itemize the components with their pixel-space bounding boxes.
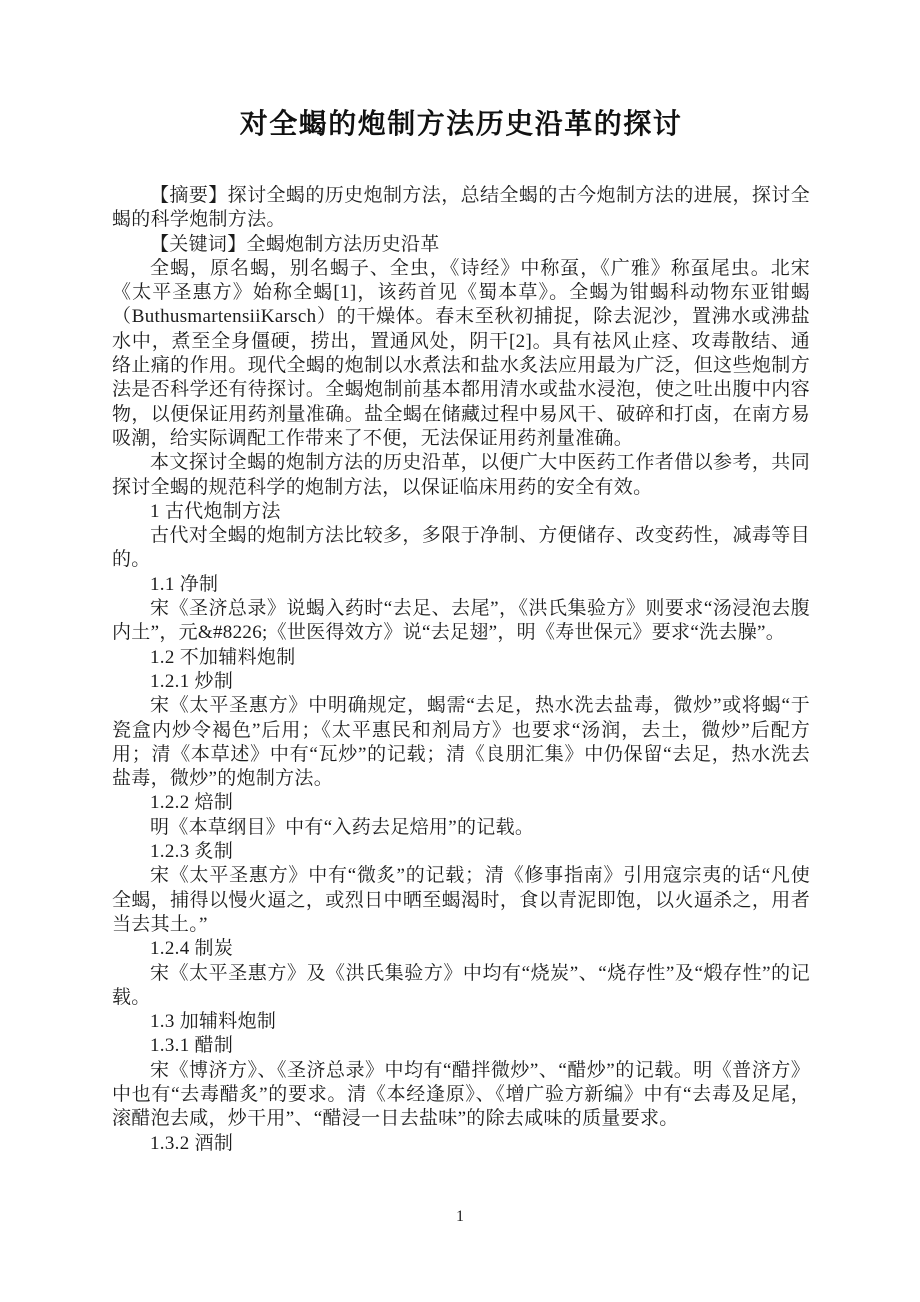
page-number: 1	[456, 1208, 464, 1225]
paragraph-intro: 全蝎，原名蝎，别名蝎子、全虫，《诗经》中称虿，《广雅》称虿尾虫。北宋《太平圣惠方》始称全蝎[1]，该药首见《蜀本草》。全蝎为钳蝎科动物东亚钳蝎（ButhusmartensiiKarsch）的干燥体。春末至秋初捕捉，除去泥沙，置沸水或沸盐水中，煮至全身僵硬，捞出，置通风处，阴干[2]。具有祛风止痉、攻毒散结、通络止痛的作用。现代全蝎的炮制以水煮法和盐水炙法应用最为广泛，但这些炮制方法是否科学还有待探讨。全蝎炮制前基本都用清水或盐水浸泡，使之吐出腹中内容物，以便保证用药剂量准确。盐全蝎在储藏过程中易风干、破碎和打卤，在南方易吸潮，给实际调配工作带来了不便，无法保证用药剂量准确。	[112, 257, 810, 449]
paragraph-section-1-1: 宋《圣济总录》说蝎入药时“去足、去尾”，《洪氏集验方》则要求“汤浸泡去腹内土”，元&#8226;《世医得效方》说“去足翅”，明《寿世保元》要求“洗去臊”。	[112, 598, 810, 644]
paragraph-keywords: 【关键词】全蝎炮制方法历史沿革	[150, 233, 440, 255]
heading-section-1-2: 1.2 不加辅料炮制	[150, 646, 296, 668]
paragraph-abstract: 【摘要】探讨全蝎的历史炮制方法，总结全蝎的古今炮制方法的进展，探讨全蝎的科学炮制方法。	[112, 185, 810, 231]
heading-section-1-2-4: 1.2.4 制炭	[150, 938, 234, 960]
paragraph-section-1-2-3: 宋《太平圣惠方》中有“微炙”的记载；清《修事指南》引用寇宗夷的话“凡使全蝎，捕得以慢火逼之，或烈日中晒至蝎渴时，食以青泥即饱，以火逼杀之，用者当去其土。”	[112, 865, 810, 935]
heading-section-1-2-2: 1.2.2 焙制	[150, 792, 234, 814]
heading-section-1-2-1: 1.2.1 炒制	[150, 670, 234, 692]
heading-section-1: 1 古代炮制方法	[150, 500, 281, 522]
heading-section-1-3-2: 1.3.2 酒制	[150, 1132, 234, 1154]
heading-section-1-3-1: 1.3.1 醋制	[150, 1035, 234, 1057]
heading-section-1-2-3: 1.2.3 炙制	[150, 841, 234, 863]
document-title: 对全蝎的炮制方法历史沿革的探讨	[239, 109, 683, 140]
paragraph-section-1-3-1: 宋《博济方》、《圣济总录》中均有“醋拌微炒”、“醋炒”的记载。明《普济方》中也有“去毒醋炙”的要求。清《本经逢原》、《增广验方新编》中有“去毒及足尾，滚醋泡去咸，炒干用”、“醋浸一日去盐味”的除去咸味的质量要求。	[112, 1059, 810, 1130]
document-content	[112, 106, 810, 1156]
heading-section-1-3: 1.3 加辅料炮制	[150, 1011, 277, 1033]
paragraph-section-1-2-2: 明《本草纲目》中有“入药去足焙用”的记载。	[150, 816, 535, 838]
paragraph-section-1-2-1: 宋《太平圣惠方》中明确规定，蝎需“去足，热水洗去盐毒，微炒”或将蝎“于瓷盒内炒令褐色”后用；《太平惠民和剂局方》也要求“汤润，去土，微炒”后配方用；清《本草述》中有“瓦炒”的记载；清《良朋汇集》中仍保留“去足，热水洗去盐毒，微炒”的炮制方法。	[112, 695, 810, 790]
paragraph-purpose: 本文探讨全蝎的炮制方法的历史沿革，以便广大中医药工作者借以参考，共同探讨全蝎的规范科学的炮制方法，以保证临床用药的安全有效。	[112, 452, 810, 498]
paragraph-section-1-2-4: 宋《太平圣惠方》及《洪氏集验方》中均有“烧炭”、“烧存性”及“煅存性”的记载。	[112, 962, 810, 1008]
paragraph-section-1-intro: 古代对全蝎的炮制方法比较多，多限于净制、方便储存、改变药性，减毒等目的。	[112, 525, 810, 571]
heading-section-1-1: 1.1 净制	[150, 573, 219, 595]
